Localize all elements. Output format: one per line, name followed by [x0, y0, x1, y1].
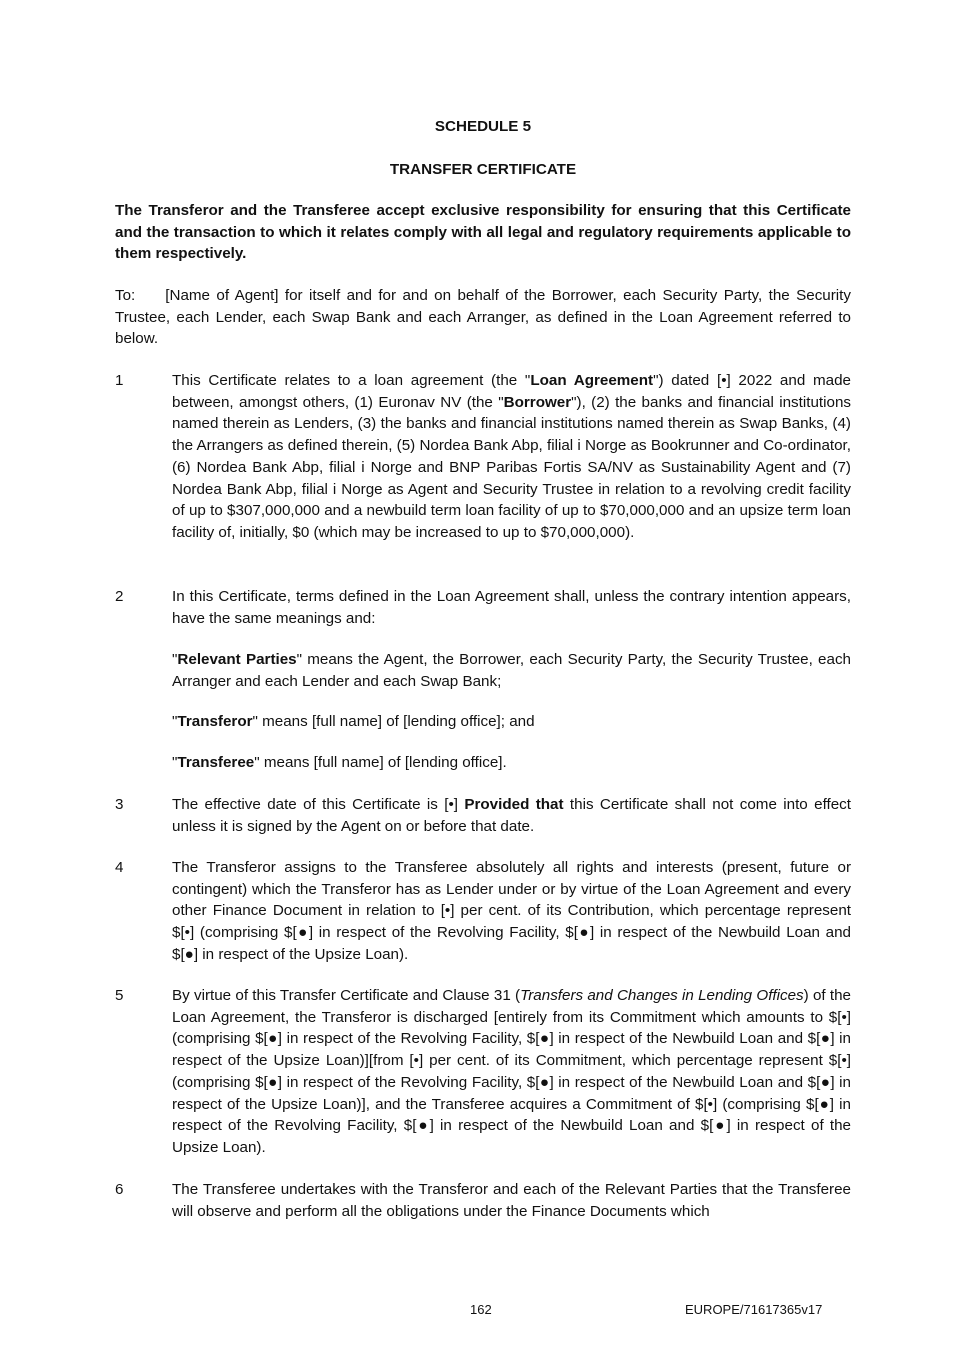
addressee-paragraph	[115, 285, 851, 350]
clause-1-number: 1	[115, 372, 124, 389]
clause-3-part-c: this Certificate shall not come into effect unless it is signed by the Agent on or before that date.	[172, 796, 851, 835]
clause-3-number: 3	[115, 796, 124, 813]
addressee-block	[115, 285, 851, 350]
clause-3-text	[172, 794, 851, 837]
defined-term-relevant-parties: Relevant Parties	[177, 651, 297, 668]
clause-5-part-a: By virtue of this Transfer Certificate and Clause 31 (	[172, 987, 521, 1004]
clause-5-part-b: ) of the Loan Agreement, the Transferor is discharged [entirely from its Commitment which amounts to $[•] (comprising $[●] in respect of the Revolving Facility, $[●] in respect of the Newbuild Loan and $[●] in respect of the Upsize Loan)][from [•] per cent. of its Commitment, which percentage represent $[•] (comprising $[●] in respect of the Revolving Facility, $[●] in respect of the Newbuild Loan and $[●] in respect of the Upsize Loan)], and the Transferee acquires a Commitment of $[•] (comprising $[●] in respect of the Revolving Facility, $[●] in respect of the Newbuild Loan and $[●] in respect of the Upsize Loan).	[172, 987, 852, 1156]
defined-term-transferor: Transferor	[177, 713, 253, 730]
schedule-heading: SCHEDULE 5	[434, 118, 532, 135]
quote-mark: "	[172, 754, 178, 771]
definition-transferor	[172, 711, 851, 733]
defined-term-borrower: Borrower	[503, 393, 572, 411]
page-number: 162	[470, 1302, 492, 1317]
document-reference: EUROPE/71617365v17	[685, 1302, 823, 1317]
clause-2-text: In this Certificate, terms defined in the Loan Agreement shall, unless the contrary intention appears, have the same meanings and:	[172, 588, 851, 627]
definition-text: " means [full name] of [lending office].	[254, 754, 507, 771]
addressee-text: [Name of Agent] for itself and for and on behalf of the Borrower, each Security Party, the Security Trustee, each Lender, each Swap Bank and each Arranger, as defined in the Loan Agreement referred to below.	[115, 287, 851, 348]
clause-4-number: 4	[115, 859, 124, 876]
defined-term-transferee: Transferee	[177, 754, 255, 771]
clause-1-part-c: ") dated [•] 2022 and made between, amongst others, (1) Euronav NV (the "	[172, 372, 851, 411]
intro-paragraph: The Transferor and the Transferee accept exclusive responsibility for ensuring that this Certificate and the transaction to which it relates comply with all legal and regulatory requirements applicable to them respectively.	[115, 202, 851, 263]
provided-that-term: Provided that	[464, 796, 564, 813]
clause-reference-title: Transfers and Changes in Lending Offices	[520, 987, 804, 1004]
definition-relevant-parties	[172, 649, 851, 692]
defined-term-loan-agreement: Loan Agreement	[530, 372, 654, 389]
clause-3-part-a: The effective date of this Certificate is [•]	[172, 796, 465, 813]
definition-text: " means [full name] of [lending office]; and	[252, 713, 535, 730]
quote-mark: "	[172, 713, 178, 730]
certificate-title: TRANSFER CERTIFICATE	[389, 161, 577, 178]
clause-1-text	[172, 370, 851, 544]
definition-text: " means the Agent, the Borrower, each Security Party, the Security Trustee, each Arranger and each Lender and each Swap Bank;	[172, 651, 851, 690]
clause-1-part-a: This Certificate relates to a loan agreement (the "	[172, 372, 531, 389]
quote-mark: "	[172, 651, 178, 668]
addressee-label: To:	[115, 287, 136, 304]
clause-6-number: 6	[115, 1181, 124, 1198]
clause-4-text: The Transferor assigns to the Transferee absolutely all rights and interests (present, future or contingent) which the Transferor has as Lender under or by virtue of the Loan Agreement and every other Finance Document in relation to [•] per cent. of its Contribution, which percentage represent $[•] (comprising $[●] in respect of the Revolving Facility, $[●] in respect of the Newbuild Loan and $[●] in respect of the Upsize Loan).	[172, 859, 851, 963]
clause-5-number: 5	[115, 987, 124, 1004]
clause-1-part-d: "), (2) the banks and financial institutions named therein as Lenders, (3) the banks and financial institutions named therein as Swap Banks, (4) the Arrangers as defined therein, (5) Nordea Bank Abp, filial i Norge as Bookrunner and Co-ordinator, (6) Nordea Bank Abp, filial i Norge and BNP Paribas Fortis SA/NV as Sustainability Agent and (7) Nordea Bank Abp, filial i Norge as Agent and Security Trustee in relation to a revolving credit facility of up to $307,000,000 and a newbuild term loan facility of up to $70,000,000 and an upsize term loan facility of, initially, $0 (which may be increased to up to $70,000,000).	[172, 393, 851, 541]
clause-6-text: The Transferee undertakes with the Transferor and each of the Relevant Parties that the Transferee will observe and perform all the obligations under the Finance Documents which	[172, 1181, 851, 1220]
definition-transferee	[172, 752, 851, 774]
clause-5-text	[172, 985, 851, 1159]
clause-2-number: 2	[115, 588, 124, 605]
